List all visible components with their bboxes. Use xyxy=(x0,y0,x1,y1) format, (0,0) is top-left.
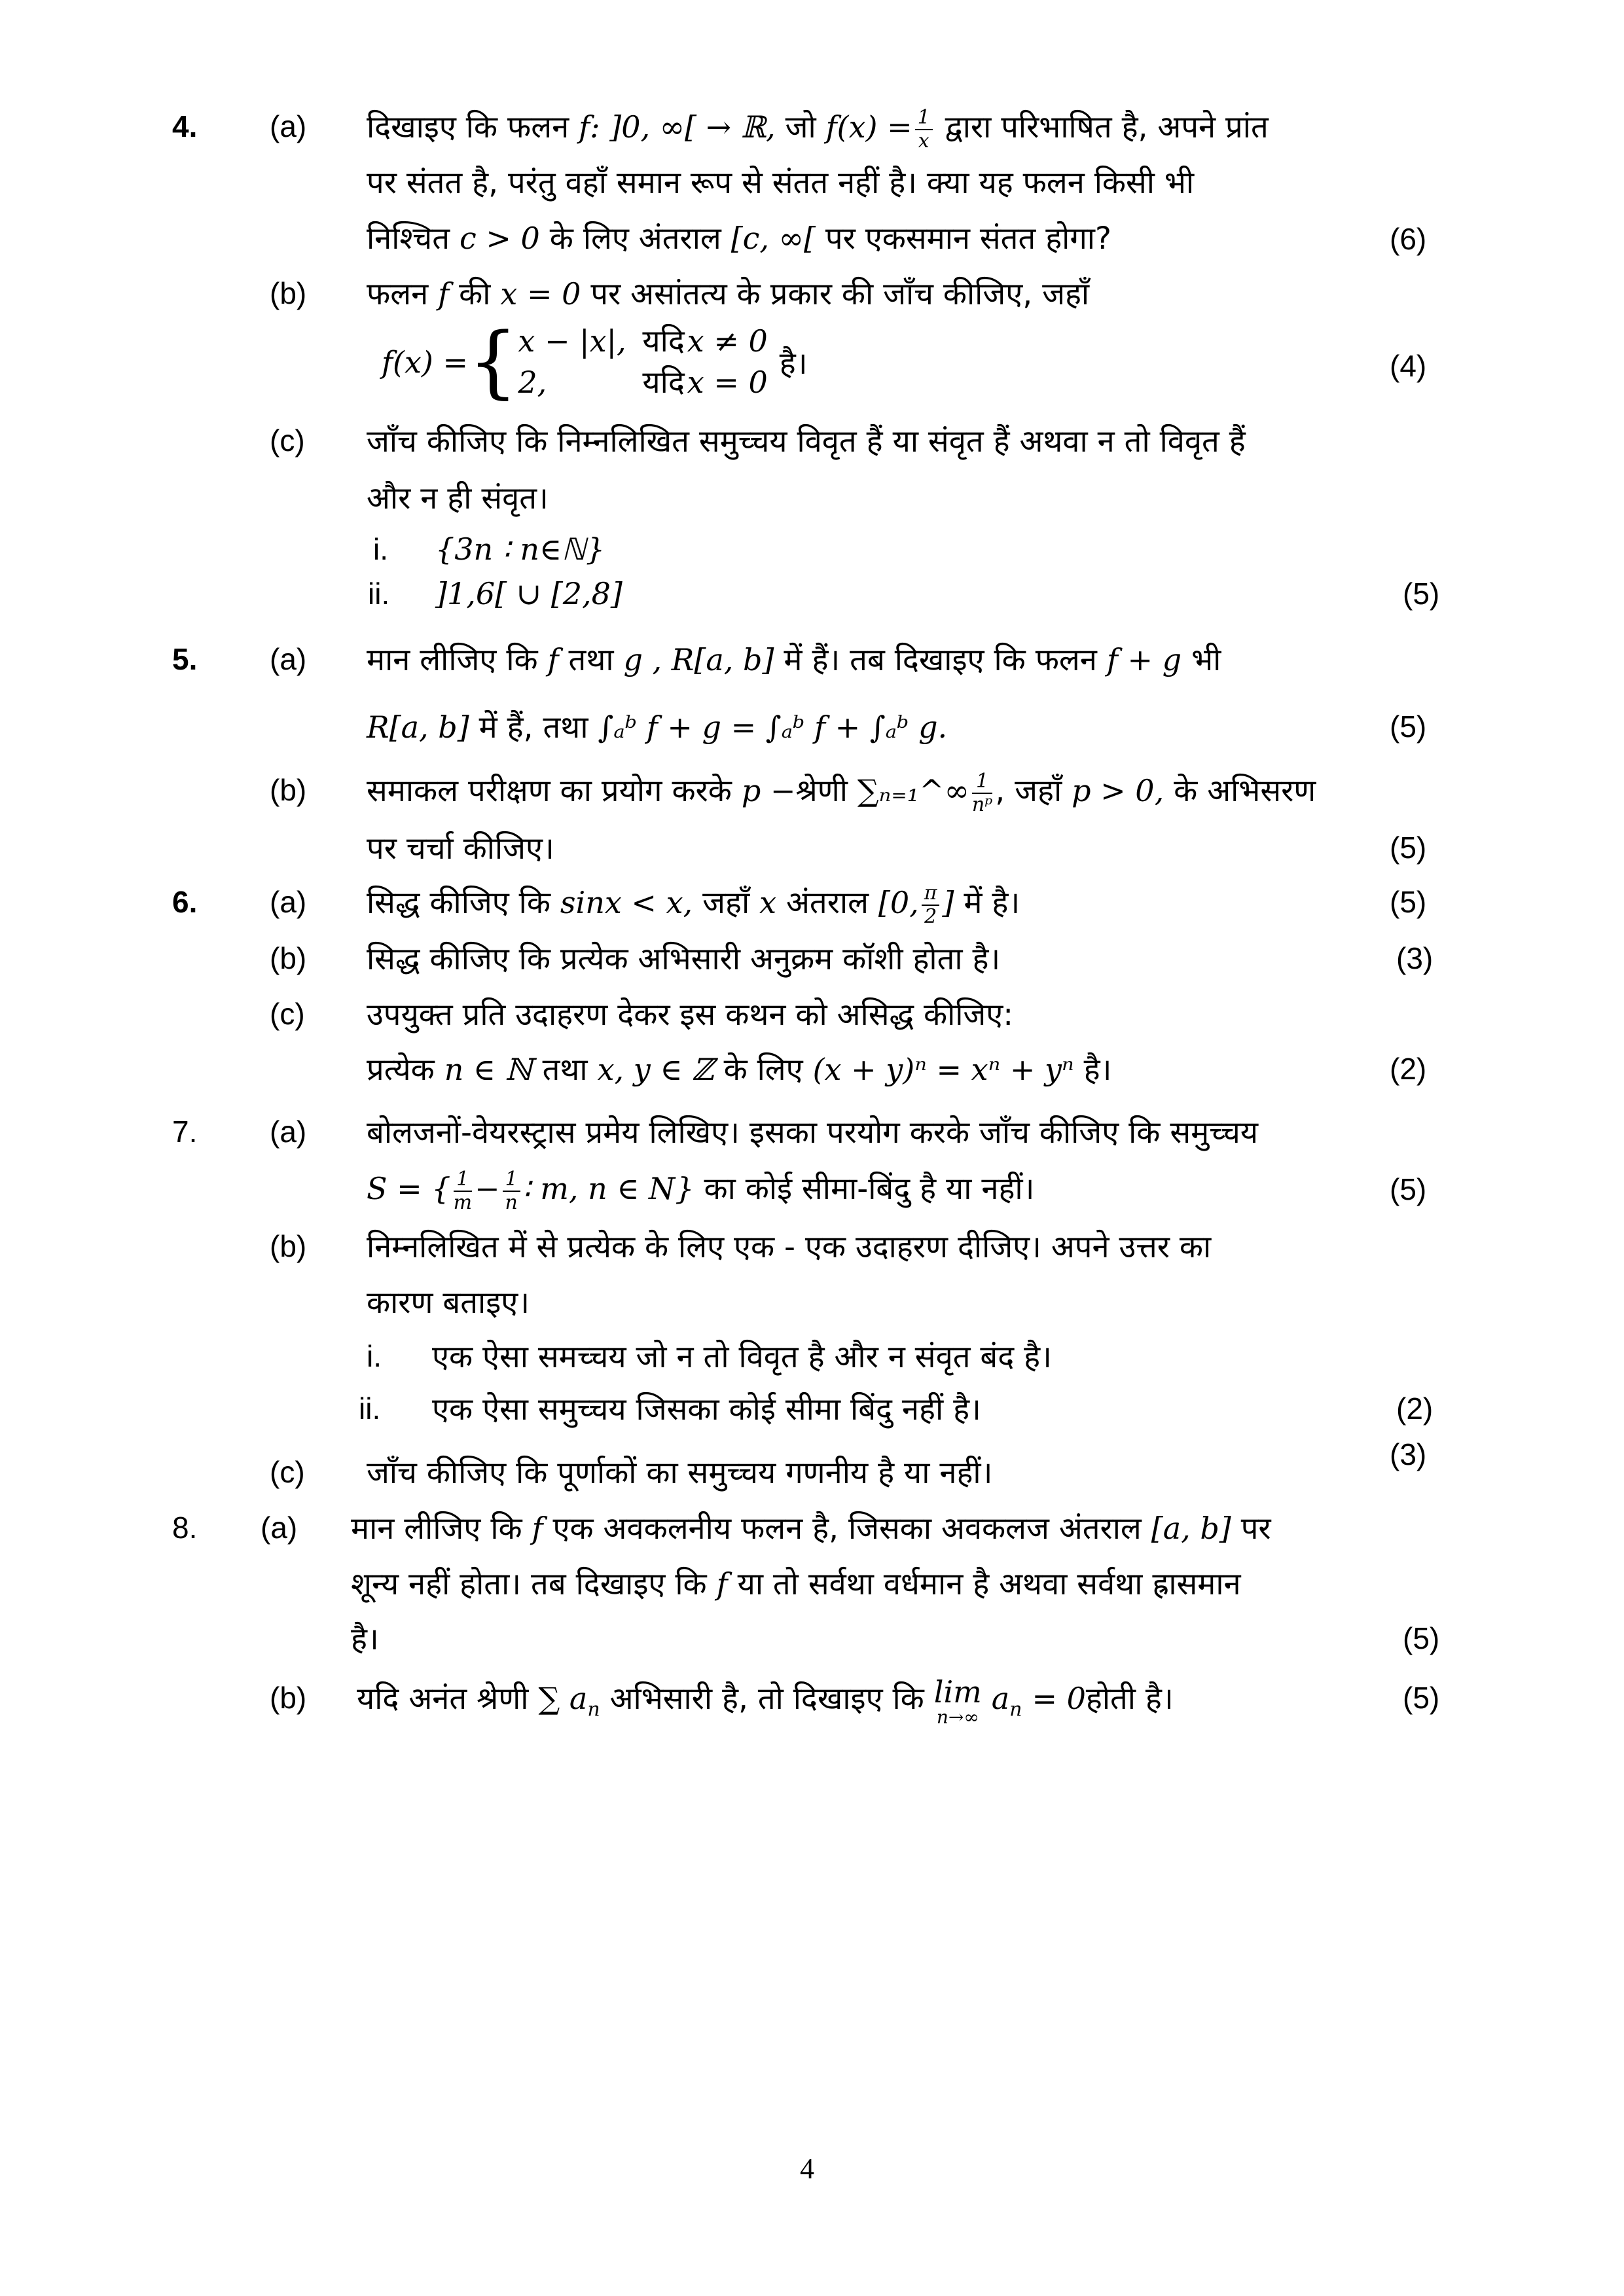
q4b-marks: (4) xyxy=(1390,349,1427,383)
q7b-ii-text: एक ऐसा समुच्चय जिसका कोई सीमा बिंदु नहीं है। xyxy=(432,1391,981,1427)
q7b-label: (b) xyxy=(270,1229,307,1263)
q7b-line1: निम्नलिखित में से प्रत्येक के लिए एक - एक उदाहरण दीजिए। अपने उत्तर का xyxy=(367,1229,1212,1265)
piecewise-lhs: f(x) = xyxy=(382,344,469,380)
q7a-marks: (5) xyxy=(1390,1172,1427,1206)
q7b-i-text: एक ऐसा समच्चय जो न तो विवृत है और न संवृत बंद है। xyxy=(432,1339,1052,1375)
q6c-label: (c) xyxy=(270,997,305,1031)
q4c-line2: और न ही संवृत। xyxy=(367,480,549,516)
q4c-label: (c) xyxy=(270,423,305,457)
q7b-line2: कारण बताइए। xyxy=(367,1285,530,1321)
q6b-label: (b) xyxy=(270,941,307,975)
piecewise-cases: x − |x|, यदि x ≠ 0 2, यदि x = 0 xyxy=(518,323,768,401)
q4a-math: f(x) = xyxy=(825,109,912,145)
fraction: $\frac{1}{n}$ xyxy=(503,1170,520,1213)
q4a-text: दिखाइए कि फलन xyxy=(367,109,569,145)
q6c-marks: (2) xyxy=(1390,1052,1427,1086)
q4c-ii-label: ii. xyxy=(368,577,390,611)
limit: lim n→∞ xyxy=(933,1674,982,1729)
q4c-ii-text: ]1,6[ ∪ [2,8] xyxy=(435,576,623,611)
q8a-line2: शून्य नहीं होता। तब दिखाइए कि f या तो सर्वथा वर्धमान है अथवा सर्वथा ह्रासमान xyxy=(351,1566,1241,1602)
q4b-label: (b) xyxy=(270,276,307,310)
piecewise-tail: है। xyxy=(779,346,808,382)
q8a-line1: मान लीजिए कि f एक अवकलनीय फलन है, जिसका अवकलज अंतराल [a, b] पर xyxy=(351,1511,1271,1547)
q4a-label: (a) xyxy=(270,109,307,143)
q8b-marks: (5) xyxy=(1403,1681,1440,1715)
page-number: 4 xyxy=(800,2153,814,2185)
q6b-line1: सिद्ध कीजिए कि प्रत्येक अभिसारी अनुक्रम कॉशी होता है। xyxy=(367,941,1001,977)
q7b-ii-label: ii. xyxy=(359,1391,381,1426)
q4a-marks: (6) xyxy=(1390,222,1427,256)
q6b-marks: (3) xyxy=(1396,941,1434,975)
left-brace: { xyxy=(468,316,518,408)
q5b-line1: समाकल परीक्षण का प्रयोग करके p −श्रेणी ∑ₙ₌₁^∞ $\frac{1}{\text{nᵖ}}$ , जहाँ p > 0, के अभिसरण xyxy=(367,769,1316,816)
q8a-label: (a) xyxy=(261,1511,298,1545)
q5b-marks: (5) xyxy=(1390,831,1427,865)
q8b-label: (b) xyxy=(270,1681,307,1715)
numerator: 1 xyxy=(915,108,933,130)
q5a-marks: (5) xyxy=(1390,709,1427,744)
q4a-line3: निश्चित c > 0 के लिए अंतराल [c, ∞[ पर एकसमान संतत होगा? xyxy=(367,221,1111,257)
q5b-label: (b) xyxy=(270,773,307,807)
q5b-line2: पर चर्चा कीजिए। xyxy=(367,831,554,867)
q4c-marks: (5) xyxy=(1403,577,1440,611)
fraction: $\frac{\pi}{2}$ xyxy=(922,884,940,927)
q6a-marks: (5) xyxy=(1390,885,1427,919)
fraction: $\frac{1}{m}$ xyxy=(453,1167,473,1214)
q4c-i-text: {3n ∶ n∈ℕ} xyxy=(435,531,605,567)
question-8-number: 8. xyxy=(172,1511,198,1545)
q4b-piecewise xyxy=(382,316,808,408)
q4c-i-label: i. xyxy=(373,532,388,566)
q4a-line2: पर संतत है, परंतु वहाँ समान रूप से संतत नहीं है। क्या यह फलन किसी भी xyxy=(367,165,1195,201)
q7b-i-label: i. xyxy=(367,1339,382,1373)
q6a-line1: सिद्ध कीजिए कि sinx < x, जहाँ x अंतराल [0, $\frac{\pi}{2}$ ] में है। xyxy=(367,881,1020,928)
q7c-label: (c) xyxy=(270,1455,305,1489)
q4c-line1: जाँच कीजिए कि निम्नलिखित समुच्चय विवृत हैं या संवृत हैं अथवा न तो विवृत हैं xyxy=(367,423,1246,459)
q4a-text: जो xyxy=(785,109,816,145)
q7a-line2: S = { $\frac{1}{m}$ − $\frac{1}{n}$ ∶ m, n ∈ N} का कोई सीमा-बिंदु है या नहीं। xyxy=(367,1167,1035,1214)
q5a-label: (a) xyxy=(270,642,307,676)
fraction: $\frac{1}{\text{nᵖ}}$ xyxy=(971,769,993,816)
q4a-math: f: ]0, ∞[ → ℝ, xyxy=(579,109,776,145)
question-7-number: 7. xyxy=(172,1115,198,1149)
q7c-marks: (3) xyxy=(1390,1437,1427,1471)
q8a-marks: (5) xyxy=(1403,1621,1440,1655)
q4a-line1 xyxy=(367,105,1269,151)
q6c-line1: उपयुक्त प्रति उदाहरण देकर इस कथन को असिद्ध कीजिए: xyxy=(367,997,1014,1033)
q5a-line1: मान लीजिए कि f तथा g , R[a, b] में हैं। तब दिखाइए कि फलन f + g भी xyxy=(367,642,1221,678)
q7a-line1: बोलजनों-वेयरस्ट्रास प्रमेय लिखिए। इसका परयोग करके जाँच कीजिए कि समुच्चय xyxy=(367,1115,1259,1151)
q7a-label: (a) xyxy=(270,1115,307,1149)
question-6-number: 6. xyxy=(172,885,198,919)
q8b-line1: यदि अनंत श्रेणी ∑ $a_n$ अभिसारी है, तो दिखाइए कि lim n→∞ $a_n$ = 0होती है। xyxy=(357,1674,1174,1729)
fraction xyxy=(915,105,933,152)
q7c-line1: जाँच कीजिए कि पूर्णाकों का समुच्चय गणनीय है या नहीं। xyxy=(367,1455,993,1491)
q6c-line2: प्रत्येक n ∈ ℕ तथा x, y ∈ ℤ के लिए (x + y)ⁿ = xⁿ + yⁿ है। xyxy=(367,1052,1112,1088)
question-5-number: 5. xyxy=(172,642,198,676)
q7b-marks: (2) xyxy=(1396,1391,1434,1426)
q8a-line3: है। xyxy=(351,1621,379,1657)
q5a-line2: R[a, b] में हैं, तथा ∫ₐᵇ f + g = ∫ₐᵇ f + ∫ₐᵇ g. xyxy=(367,709,948,745)
q6a-label: (a) xyxy=(270,885,307,919)
question-4-number: 4. xyxy=(172,109,198,143)
q4a-text: द्वारा परिभाषित है, अपने प्रांत xyxy=(945,109,1269,145)
denominator: x xyxy=(918,129,929,152)
q4b-line1: फलन f की x = 0 पर असांतत्य के प्रकार की जाँच कीजिए, जहाँ xyxy=(367,276,1090,312)
